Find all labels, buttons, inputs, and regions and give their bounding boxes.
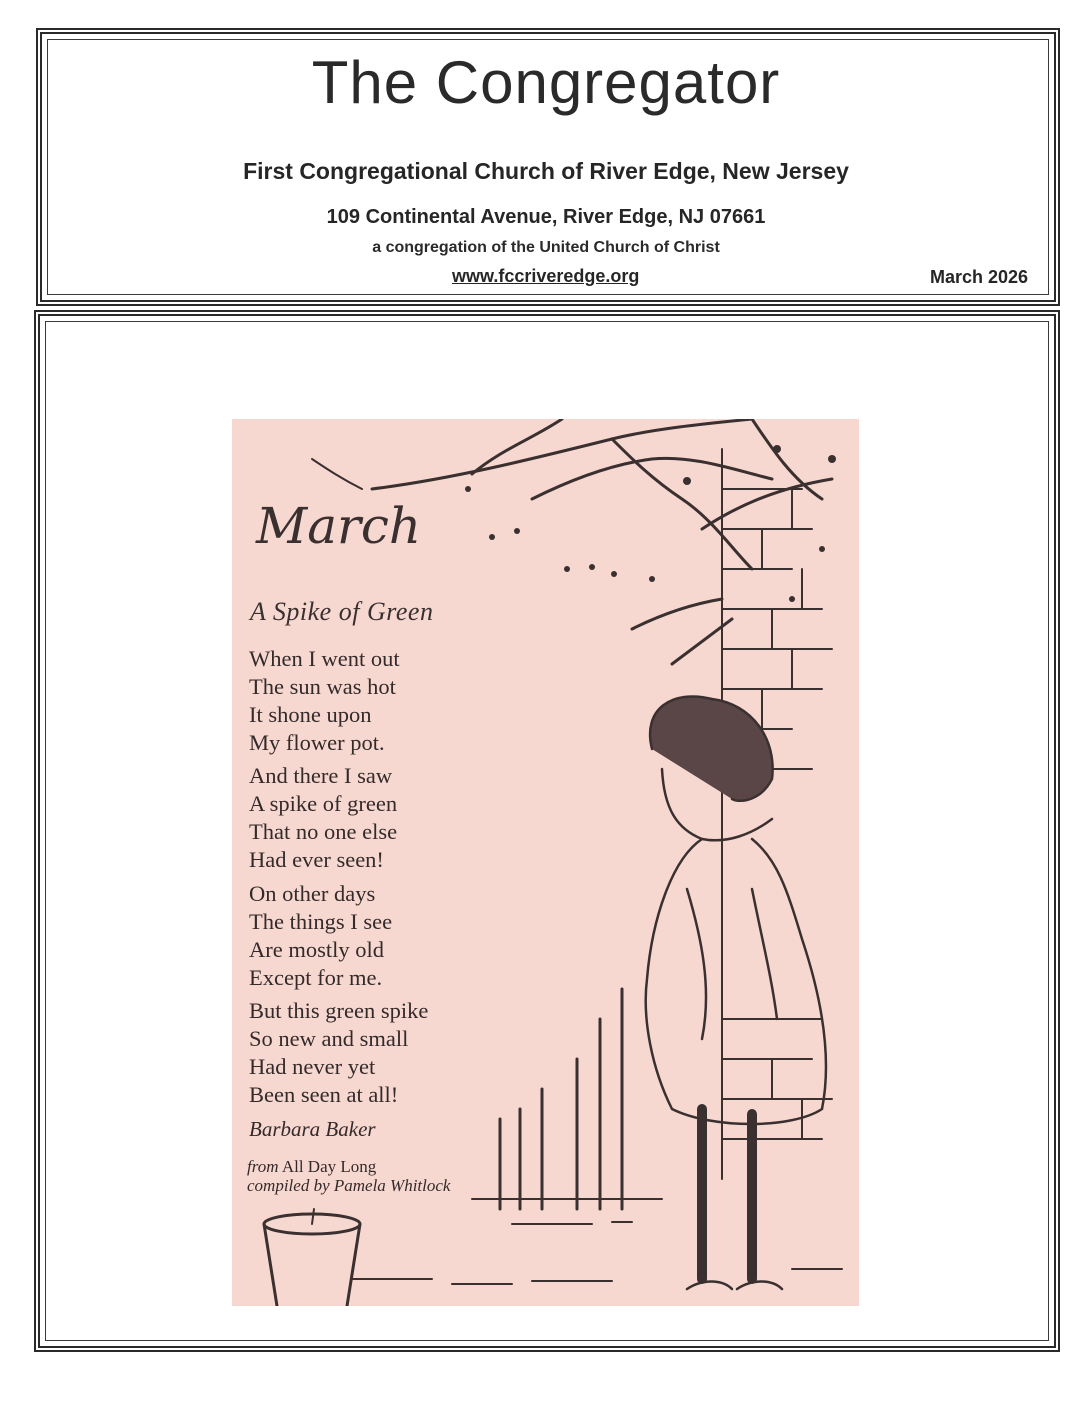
church-name: First Congregational Church of River Edge, New Jersey — [243, 158, 849, 184]
website-link[interactable]: www.fccriveredge.org — [452, 266, 640, 286]
source-prefix: from — [247, 1157, 279, 1176]
flower-pot-illustration — [264, 1209, 360, 1306]
poem-stanza — [249, 762, 397, 874]
poem-month-heading: March — [256, 497, 422, 555]
poem-line: When I went out — [249, 646, 400, 671]
poem-line: And there I saw — [249, 763, 393, 788]
ground-lines — [352, 1222, 842, 1284]
poem-clipping — [232, 419, 859, 1306]
poem-line: The things I see — [249, 909, 393, 934]
poem-line: So new and small — [249, 1026, 409, 1051]
poem-line: Are mostly old — [249, 937, 384, 962]
poem-line: Had ever seen! — [249, 847, 384, 872]
poem-line: On other days — [249, 881, 376, 906]
poem-author: Barbara Baker — [249, 1117, 376, 1141]
denomination-line: a congregation of the United Church of Christ — [372, 239, 720, 256]
poem-line: A spike of green — [249, 791, 398, 816]
compiler-line: compiled by Pamela Whitlock — [247, 1176, 451, 1195]
poem-source — [247, 1157, 450, 1195]
girl-figure — [646, 696, 826, 1289]
poem-stanza — [249, 880, 392, 992]
poem-line: Except for me. — [249, 965, 383, 990]
brick-wall — [722, 449, 832, 1179]
poem-line: Had never yet — [249, 1054, 376, 1079]
poem-line: That no one else — [249, 819, 398, 844]
poem-line: Been seen at all! — [249, 1082, 399, 1107]
poem-title: A Spike of Green — [250, 597, 434, 626]
poem-line: But this green spike — [249, 998, 429, 1023]
issue-date: March 2026 — [930, 267, 1029, 287]
newsletter-title: The Congregator — [311, 49, 781, 116]
poem-stanza — [249, 997, 428, 1109]
fence — [472, 989, 662, 1209]
source-book: All Day Long — [281, 1157, 377, 1176]
poem-stanza — [249, 645, 400, 757]
poem-line: My flower pot. — [249, 730, 385, 755]
poem-line: The sun was hot — [249, 674, 396, 699]
poem-line: It shone upon — [249, 702, 372, 727]
blossoms — [465, 445, 836, 602]
church-address: 109 Continental Avenue, River Edge, NJ 07661 — [326, 206, 766, 228]
